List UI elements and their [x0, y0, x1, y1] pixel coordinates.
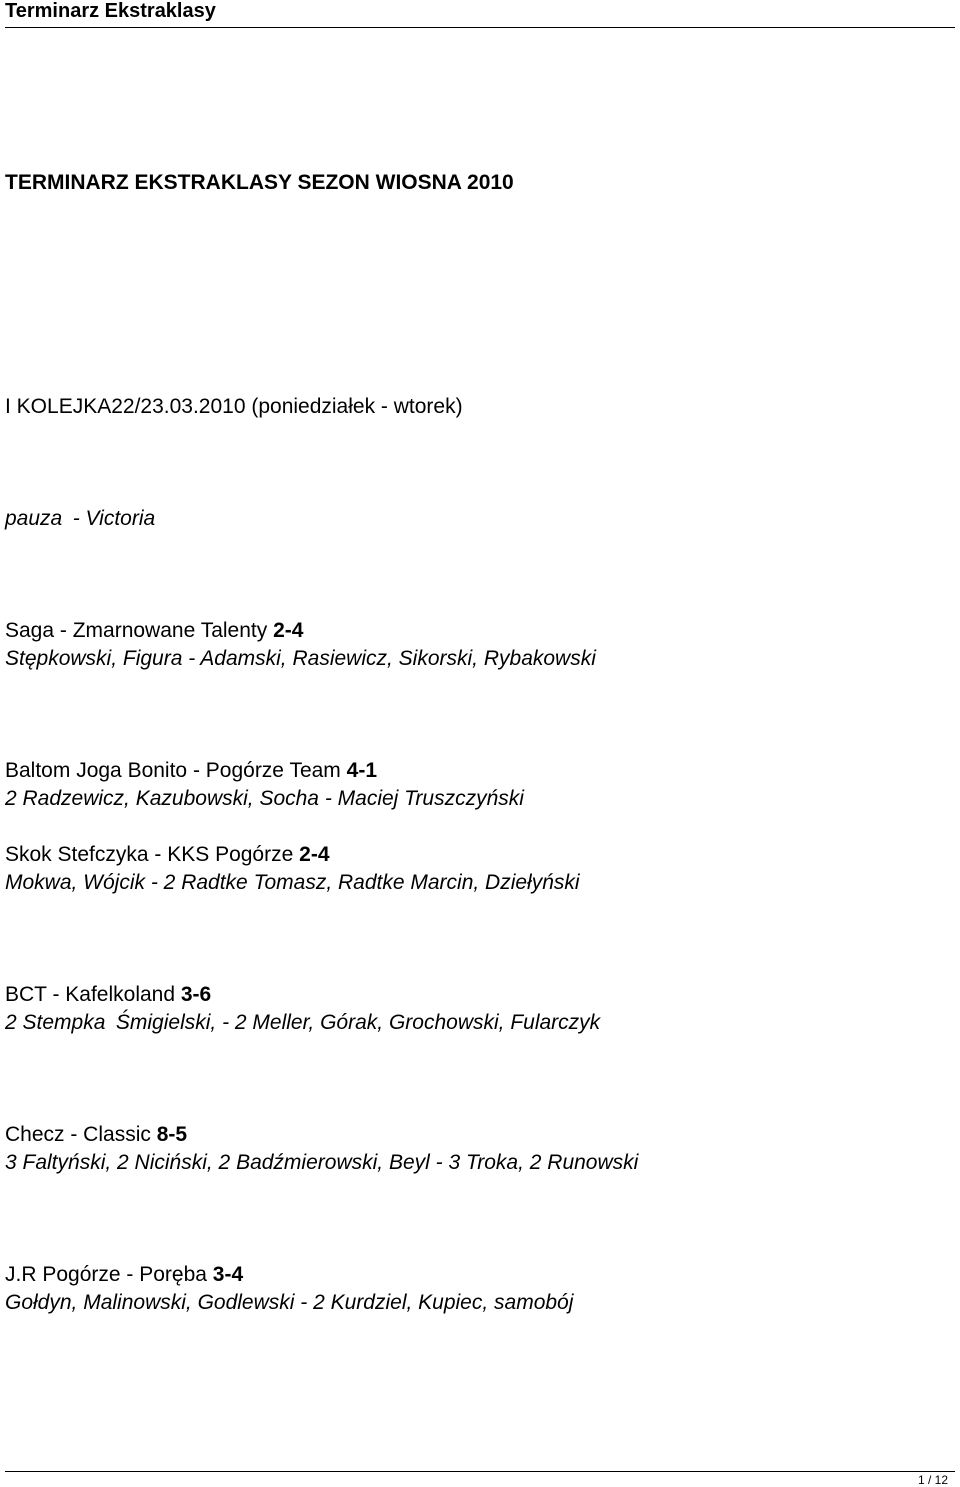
match-score: 2-4 — [299, 843, 330, 866]
match-score: 2-4 — [273, 619, 304, 642]
match-score: 3-4 — [212, 1263, 244, 1286]
match-scorers: 2 Stempka Śmigielski, - 2 Meller, Górak, Grochowski, Fularczyk — [5, 1011, 601, 1034]
match-score: 4-1 — [346, 759, 377, 782]
match-result — [5, 1123, 187, 1147]
match-score: 3-6 — [180, 983, 212, 1006]
match-teams: BCT - Kafelkoland — [5, 983, 176, 1006]
pause-note: pauza - Victoria — [5, 507, 156, 530]
match-scorers: Gołdyn, Malinowski, Godlewski - 2 Kurdziel, Kupiec, samobój — [5, 1291, 574, 1314]
match-teams: Baltom Joga Bonito - Pogórze Team — [5, 759, 341, 782]
match-scorers: 2 Radzewicz, Kazubowski, Socha - Maciej Truszczyński — [5, 787, 524, 810]
round-title: I KOLEJKA22/23.03.2010 (poniedziałek - wtorek) — [5, 395, 463, 418]
match-result — [5, 843, 330, 867]
footer-divider — [5, 1471, 955, 1472]
match-scorers: 3 Faltyński, 2 Niciński, 2 Badźmierowski, Beyl - 3 Troka, 2 Runowski — [5, 1151, 639, 1174]
header-title: Terminarz Ekstraklasy — [5, 0, 216, 22]
match-result — [5, 619, 303, 643]
match-score: 8-5 — [156, 1123, 188, 1146]
match-teams: Saga - Zmarnowane Talenty — [5, 619, 268, 642]
match-result — [5, 759, 377, 783]
match-scorers: Mokwa, Wójcik - 2 Radtke Tomasz, Radtke Marcin, Dziełyński — [5, 871, 580, 894]
header-divider — [5, 27, 955, 28]
page-number: 1 / 12 — [917, 1473, 948, 1487]
document-title: TERMINARZ EKSTRAKLASY SEZON WIOSNA 2010 — [5, 171, 514, 194]
match-result — [5, 1263, 243, 1287]
match-teams: Checz - Classic — [5, 1123, 151, 1146]
match-scorers: Stępkowski, Figura - Adamski, Rasiewicz, Sikorski, Rybakowski — [5, 647, 596, 670]
match-teams: Skok Stefczyka - KKS Pogórze — [5, 843, 294, 866]
match-teams: J.R Pogórze - Poręba — [5, 1263, 207, 1286]
match-result — [5, 983, 211, 1007]
